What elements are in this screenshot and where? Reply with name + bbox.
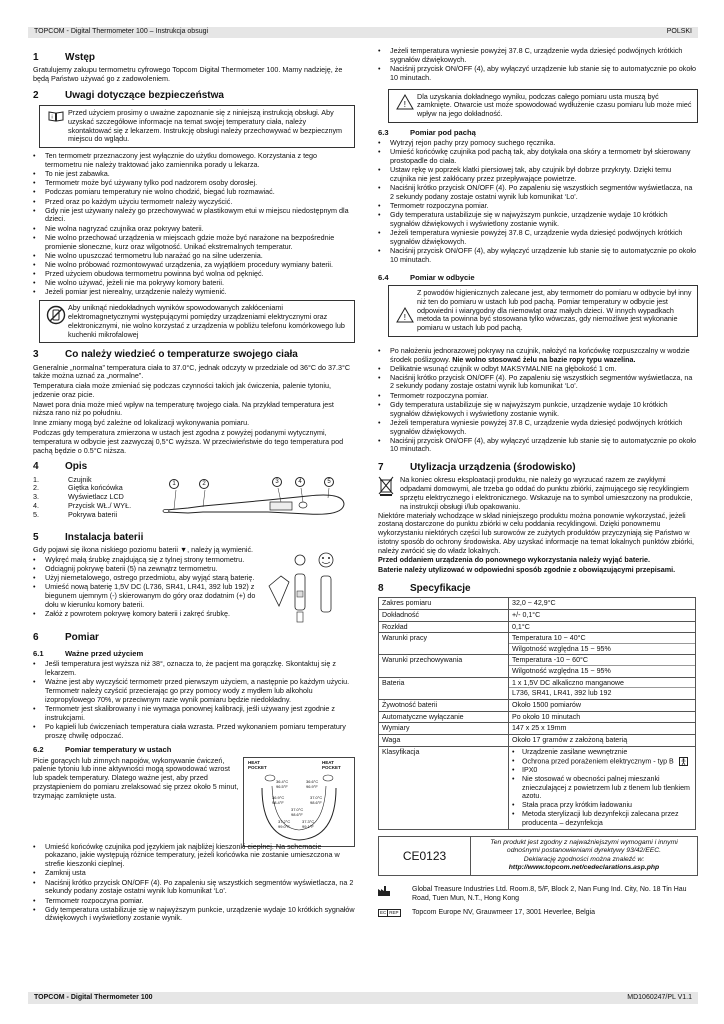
- spec-value: Około 17 gramów z założoną baterią: [509, 734, 696, 746]
- section-6-4-heading: 6.4 Pomiar w odbycie: [378, 272, 475, 282]
- footer-product: TOPCOM - Digital Thermometer 100: [34, 993, 153, 1001]
- list-item: 4. Przycisk WŁ./ WYŁ.: [33, 500, 132, 510]
- temp-label: 36.6°C 96.9°F: [306, 778, 319, 789]
- spec-key: Żywotność baterii: [379, 700, 509, 712]
- oral-intro: Picie gorących lub zimnych napojów, wykonywanie ćwiczeń, palenie tytoniu lub inne aktywności mogą spowodować wzrost lub spadek temperatury. Dlatego ważne jest, aby przed przystąpieniem do pomiaru zrelaksować się przez około 5 minut, trzymając zamknięte usta.: [33, 755, 239, 800]
- table-row: [379, 700, 696, 712]
- list-item: 3. Wyświetlacz LCD: [33, 492, 124, 502]
- list-item: • Przed oraz po każdym użyciu termometr należy wyczyścić.: [33, 198, 355, 207]
- table-row: [379, 723, 696, 735]
- section-6-3-heading: 6.3 Pomiar pod pachą: [378, 127, 476, 137]
- list-item: • Wytrzyj rejon pachy przy pomocy suchego ręcznika.: [378, 139, 698, 148]
- list-item: • Ustaw rękę w poprzek klatki piersiowej tak, aby czujnik był dobrze przykryty. Dzięki temu czujnika nie jest zakłócany przez przepływające powietrze.: [378, 166, 698, 184]
- manual-notice-text: Przed użyciem prosimy o uważne zapoznanie się z niniejszą instrukcją obsługi. Aby uzyskać szczegółowe informacje na temat swojej temperatury ciała, należy skontaktować się z lekarzem. Instrukcję obsługi należy przechowywać w bezpiecznym miejscu do wglądu.: [68, 107, 343, 144]
- thermometer-diagram: [158, 476, 348, 526]
- list-item: • Naciśnij krótko przycisk ON/OFF (4). Po zapaleniu się wszystkich segmentów wyświetlacza, na 2 sekundy podany zostaje ostatni wynik lub komunikat ‘Lo’.: [378, 374, 698, 392]
- list-item: • Jeżeli temperatura wyniesie powyżej 37.8 C, urządzenie wyda dziesięć podwójnych krótkich sygnałów dźwiękowych.: [378, 47, 698, 65]
- table-row: [379, 677, 696, 699]
- parts-list: [33, 476, 158, 526]
- list-item: • Umieść nową baterię 1,5V DC (L736, SR41, LR41, 392 lub 192) z biegunem ujemnym (-) skierowanym do góry oraz dodatnim (+) do dołu w kierunku komory baterii.: [33, 583, 261, 609]
- mouth-temperature-diagram: [243, 757, 355, 847]
- heat-pocket-label-right: HEAT POCKET: [322, 759, 341, 771]
- spec-key: Dokładność: [379, 609, 509, 621]
- list-item: 2. Giętka końcówka: [33, 483, 123, 493]
- crossed-bin-icon: [378, 476, 400, 511]
- list-item: • Naciśnij przycisk ON/OFF (4), aby wyłączyć urządzenie lub stanie się to automatycznie po około 10 minutach.: [378, 247, 698, 265]
- list-item: • Stała praca przy krótkim ładowaniu: [512, 801, 692, 810]
- list-item: • Nie wolna nagryzać czujnika oraz pokrywy baterii.: [33, 225, 355, 234]
- right-column: [378, 46, 698, 918]
- conformity-box: [378, 836, 698, 876]
- list-item: • Załóż z powrotem pokrywę komory baterii i zakręć śrubkę.: [33, 610, 261, 619]
- ce-mark: CE0123: [379, 837, 471, 875]
- list-item: • Gdy temperatura ustabilizuje się w najwyższym punkcie, urządzenie wydaje 10 krótkich sygnałów dźwiękowych i wyświetlony zostanie wynik.: [33, 906, 355, 924]
- spec-key: Warunki przechowywania: [379, 655, 509, 677]
- callout-1: 1: [169, 479, 179, 489]
- closed-mouth-warning-text: Dla uzyskania dokładnego wyniku, podczas całego pomiaru usta muszą być zamknięte. Otwarcie ust może spowodować wydłużenie czasu pomiaru lub może mieć wpływ na jego dokładność.: [417, 91, 692, 119]
- interference-notice-text: Aby uniknąć niedokładnych wyników spowodowanych zakłóceniami elektromagnetycznymi występującymi pomiędzy urządzeniami elektrycznymi oraz elektronicznymi, nie wolno korzystać z urządzenia w pobliżu telefonu komórkowego lub kuchenki mikrofalowej: [68, 303, 345, 339]
- declaration-url: http://www.topcom.net/cedeclarations.asp.php: [508, 863, 660, 871]
- factory-icon: [378, 886, 412, 903]
- list-item: • To nie jest zabawka.: [33, 170, 355, 179]
- table-row: [379, 633, 696, 655]
- section-3-heading: 3 Co należy wiedzieć o temperaturze swojego ciała: [33, 349, 298, 361]
- list-item: 1. Czujnik: [33, 474, 92, 484]
- list-item: • Termometr jest skalibrowany i nie wymaga ponownej kalibracji, jeśli używany jest zgodnie z instrukcjami.: [33, 705, 355, 723]
- spec-value: 1 x 1,5V DC alkaliczno manganowe L736, SR41, LR41, 392 lub 192: [509, 677, 696, 699]
- classification-list: [512, 748, 692, 828]
- list-item: • Jeżeli temperatura wyniesie powyżej 37.8 C, urządzenie wyda dziesięć podwójnych krótkich sygnałów dźwiękowych.: [378, 229, 698, 247]
- manufacturer-address: Global Treasure Industries Ltd. Room.8, 5/F, Block 2, Nan Fung Ind. City, No. 18 Tin Hau Road, Tuen Mun, N.T., Hong Kong: [412, 886, 687, 902]
- svg-text:!: !: [403, 313, 406, 323]
- section-5-heading: 5 Instalacja baterii: [33, 531, 144, 543]
- section-1-heading: 1 Wstęp: [33, 52, 95, 63]
- list-item: • Ten termometr przeznaczony jest wyłącznie do użytku domowego. Korzystania z tego termometru nie należy traktować jako zamiennika porady u lekarza.: [33, 152, 355, 170]
- rectal-warning-box: [388, 285, 698, 337]
- recycling-text: Niektóre materiały wchodzące w skład niniejszego produktu można ponownie wykorzystać, jeżeli zostaną dostarczone do punktu zbiórki w celu poddania recyklingowi. Dzięki ponownemu wykorzystaniu niektórych części lub surowców ze zużytych produktów przyczyniają się Państwo w istotny sposób do ochrony środowiska. Aby uzyskać informacje na temat lokalnych punktów zbiórki, należy zwrócić się do władz lokalnych.: [378, 510, 695, 555]
- table-row: [379, 746, 696, 829]
- specifications-table: [378, 597, 696, 830]
- table-row: [379, 655, 696, 677]
- list-item: • Delikatnie wsunąć czujnik w odbyt MAKSYMALNIE na głębokość 1 cm.: [378, 365, 698, 374]
- spec-key: Wymiary: [379, 723, 509, 735]
- battery-section: [33, 546, 355, 626]
- heat-pocket-label-left: HEAT POCKET: [248, 759, 267, 771]
- callout-3: 3: [272, 477, 282, 487]
- list-item: • Umieść końcówkę czujnika pod pachą tak, aby dotykała ona skóry a termometr był skierowany prostopadle do ciała.: [378, 148, 698, 166]
- battery-instructions: [33, 546, 261, 626]
- list-item: • Jeżeli pomiar jest nierealny, urządzenie należy wymienić.: [33, 288, 355, 297]
- spec-value: 0,1°C: [509, 621, 696, 633]
- spec-value: Temperatura -10 ~ 60°C Wilgotność względna 15 ~ 95%: [509, 655, 696, 677]
- eu-representative: [378, 909, 698, 918]
- temp-label: 37.0°C 98.6°F: [310, 794, 323, 805]
- spec-key: Warunki pracy: [379, 633, 509, 655]
- section-6-1-heading: 6.1 Ważne przed użyciem: [33, 648, 144, 658]
- armpit-steps: [378, 139, 698, 265]
- spec-value: [509, 746, 696, 829]
- closed-mouth-warning-box: [388, 89, 698, 123]
- list-item: • Ochrona przed porażeniem elektrycznym - typ B: [512, 757, 692, 766]
- list-item: • Odciągnij pokrywę baterii (5) na zewnątrz termometru.: [33, 565, 261, 574]
- oral-section: [33, 757, 355, 847]
- temp-label: 37.0°C 98.6°F: [291, 806, 304, 817]
- disposal-notice: [378, 476, 698, 511]
- list-item: • Termometr rozpoczyna pomiar.: [378, 202, 698, 211]
- header-title: TOPCOM - Digital Thermometer 100 – Instrukcja obsugi: [34, 28, 209, 36]
- list-item: • Gdy temperatura ustabilizuje się w najwyższym punkcie, urządzenie wydaje 10 krótkich sygnałów dźwiękowych i wyświetlony zostanie wynik.: [378, 401, 698, 419]
- list-item: • Wykręć małą śrubkę znajdującą się z tylnej strony termometru.: [33, 556, 261, 565]
- section-6-2-heading: 6.2 Pomiar temperatury w ustach: [33, 745, 172, 755]
- no-phone-icon: [44, 304, 68, 339]
- table-row: [379, 609, 696, 621]
- callout-2: 2: [199, 479, 209, 489]
- header-language: POLSKI: [666, 28, 692, 36]
- spec-value: +/- 0,1°C: [509, 609, 696, 621]
- temp-para-1: Generalnie „normalna” temperatura ciała to 37.0°C, jednak odczyty w przedziale od 36°C do 37.3°C także można uznać za „normalne”.: [33, 362, 351, 381]
- page-header: [28, 27, 698, 38]
- list-item: • Naciśnij przycisk ON/OFF (4), aby wyłączyć urządzenie lub stanie się to automatycznie po około 10 minutach.: [378, 65, 698, 83]
- table-row: [379, 734, 696, 746]
- list-item: • Naciśnij krótko przycisk ON/OFF (4). Po zapaleniu się wszystkich segmentów wyświetlacza, na 2 sekundy podany zostaje ostatni wynik lub komunikat ‘Lo’.: [378, 184, 698, 202]
- parts-description: [33, 476, 355, 526]
- manual-notice-box: [39, 105, 355, 148]
- manufacturer: [378, 886, 698, 903]
- table-row: [379, 711, 696, 723]
- list-item: • Naciśnij przycisk ON/OFF (4), aby wyłączyć urządzenie lub stanie się to automatycznie po około 10 minutach.: [378, 437, 698, 455]
- section-7-heading: 7 Utylizacja urządzenia (środowisko): [378, 462, 576, 474]
- temp-label: 37.3°C 99.1°F: [302, 818, 315, 829]
- spec-value: Około 1500 pomiarów: [509, 700, 696, 712]
- list-item: • Nie wolno upuszczać termometru lub narażać go na silne uderzenia.: [33, 252, 355, 261]
- list-item: • Ważne jest aby wyczyścić termometr przed pierwszym użyciem, a następnie po każdym użyciu. Termometr należy czyścić przecierając go przy pomocy wody z mydłem lub alkoholu izopropylowego 70%, w przeciwnym razie wynik pomiaru będzie niedokładny.: [33, 678, 355, 704]
- list-item: • Zamknij usta: [33, 869, 355, 878]
- list-item: • Gdy temperatura ustabilizuje się w najwyższym punkcie, urządzenie wydaje 10 krótkich sygnałów dźwiękowych i wyświetlony zostanie wynik.: [378, 211, 698, 229]
- oral-steps: [33, 843, 355, 924]
- footer-doc-code: MD1060247/PL V1.1: [627, 993, 692, 1001]
- rectal-steps: [378, 347, 698, 365]
- spec-key: Rozkład: [379, 621, 509, 633]
- interference-notice-box: [39, 300, 355, 343]
- list-item: • Przed użyciem obudowa termometru powinna być wolna od pęknięć.: [33, 270, 355, 279]
- list-item: • Jeśli temperatura jest wyższa niż 38°, oznacza to, że pacjent ma gorączkę. Skontaktuj się z lekarzem.: [33, 660, 355, 678]
- list-item: • Po kąpieli lub ćwiczeniach temperatura ciała wzrasta. Przed wykonaniem pomiaru temperatury proszę chwilę odpoczać.: [33, 723, 355, 741]
- svg-text:i: i: [51, 114, 53, 121]
- book-icon: [44, 109, 68, 144]
- safety-list: [33, 152, 355, 297]
- spec-value: 32,0 ~ 42,9°C: [509, 598, 696, 610]
- list-item: • Termometr rozpoczyna pomiar.: [378, 392, 698, 401]
- temp-para-2: Temperatura ciała może zmieniać się podczas czynności takich jak ćwiczenia, palenie tytoniu, jedzenie oraz picie.: [33, 381, 332, 399]
- section-4-heading: 4 Opis: [33, 461, 88, 473]
- thermometer-drawing: [158, 476, 348, 526]
- list-item: • Jeżeli temperatura wyniesie powyżej 37.8 C, urządzenie wyda dziesięć podwójnych krótkich sygnałów dźwiękowych.: [378, 419, 698, 437]
- list-item: • Po nałożeniu jednorazowej pokrywy na czujnik, nałożyć na końcówkę rozpuszczalny w wodzie środek poślizgowy. Nie wolno stosować żelu na bazie ropy typu wazelina.: [378, 347, 698, 365]
- warning-icon: [393, 93, 417, 119]
- temp-para-5: Inne zmiany mogą być zależne od lokalizacji wykonywania pomiaru.: [33, 418, 250, 428]
- list-item: • Urządzenie zasilane wewnętrznie: [512, 748, 692, 757]
- temp-label: 36.9°C 98.4°F: [272, 794, 285, 805]
- warning-icon: [393, 289, 417, 333]
- before-use-list: [33, 660, 355, 740]
- conformity-text: Ten produkt jest zgodny z najważniejszymi wymogami i innymi odnośnymi postanowieniami dyrektywy 93/42/EEC. Deklarację zgodności można znaleźć w: http://www.topcom.net/cedeclarations.asp.php: [471, 837, 697, 875]
- list-item: • Użyj niemetalowego, ostrego przedmiotu, aby wyjąć starą baterię.: [33, 574, 261, 583]
- spec-key: Klasyfikacja: [379, 746, 509, 829]
- spec-key: Zakres pomiaru: [379, 598, 509, 610]
- list-item: • Podczas pomiaru temperatury nie wolno chodzić, biegać lub rozmawiać.: [33, 188, 355, 197]
- left-column: [33, 46, 355, 926]
- battery-steps: [33, 556, 261, 619]
- list-item: • IPX0: [512, 766, 692, 775]
- temp-label: 37.2°C 99.0°F: [278, 818, 291, 829]
- callout-4: 4: [295, 477, 305, 487]
- list-item: • Nie wolno próbować rozmontowywać urządzenia, za wyjątkiem procedury wymiany baterii.: [33, 261, 355, 270]
- remove-batteries-text: Przed oddaniem urządzenia do ponownego wykorzystania należy wyjąć baterie.: [378, 555, 650, 565]
- battery-diagram: [261, 546, 353, 626]
- ec-rep-icon: EC REP: [380, 910, 399, 916]
- spec-key: Waga: [379, 734, 509, 746]
- list-item: • Termometr rozpoczyna pomiar.: [33, 897, 355, 906]
- page-footer: [28, 992, 698, 1004]
- table-row: [379, 621, 696, 633]
- temp-para-4: Nawet pora dnia może mieć wpływ na temperaturę twojego ciała. Na przykład temperatura jest niższa rano niż po południu.: [33, 399, 334, 418]
- list-item: • Nie wolno przechować urządzenia w miejscach gdzie może być narażone na bezpośrednie promienie słoneczne, kurz oraz wilgotność. Unikać ekstremalnych temperatur.: [33, 234, 355, 252]
- list-item: • Termometr może być używany tylko pod nadzorem osoby dorosłej.: [33, 179, 355, 188]
- list-item: • Nie wolno używać, jeżeli nie ma pokrywy komory baterii.: [33, 279, 355, 288]
- battery-intro: Gdy pojawi się ikona niskiego poziomu baterii ▼, należy ją wymienić.: [33, 544, 254, 554]
- disposal-notice-text: Na koniec okresu eksploatacji produktu, nie należy go wyrzucać razem ze zwykłymi odpadami domowymi, ale trzeba go oddać do punktu zbiórki, zajmującego się recyklingiem sprzętu elektrycznego i elektronicznego. Wskazuje na to symbol umieszczony na produkcie, na instrukcji obsługi i/lub opakowaniu.: [400, 475, 693, 511]
- section-6-heading: 6 Pomiar: [33, 631, 99, 643]
- rectal-warning-text: Z powodów higienicznych zalecane jest, aby termometr do pomiaru w odbycie był inny niż ten do pomiaru w ustach lub pod pachą. Pomiar temperatury w odbycie jest odpowiedni i wiarygodny dla niemowląt oraz małych dzieci. W innych wypadkach metoda ta powinna być stosowana tylko wówczas, gdy niemożliwe jest wykonanie pomiaru w ustach lub pod pachą.: [417, 288, 692, 333]
- representative-address: Topcom Europe NV, Grauwmeer 17, 3001 Heverlee, Belgia: [412, 909, 596, 917]
- oral-steps-continued: [378, 47, 698, 83]
- spec-value: Temperatura 10 ~ 40°C Wilgotność względna 15 ~ 95%: [509, 633, 696, 655]
- spec-key: Automatyczne wyłączanie: [379, 711, 509, 723]
- list-item: • Naciśnij krótko przycisk ON/OFF (4). Po zapaleniu się wszystkich segmentów wyświetlacza, na 2 sekundy podany zostaje ostatni wynik lub komunikat ‘Lo’.: [33, 879, 355, 897]
- svg-text:!: !: [403, 99, 406, 109]
- list-item: • Umieść końcówkę czujnika pod językiem jak najbliżej kieszonki cieplnej. Na schemacie pokazano, jakie występują różnice temperatury, jeżeli końcówka nie zostanie umieszczona w strefie kieszonki cieplnej.: [33, 843, 355, 869]
- callout-5: 5: [324, 477, 334, 487]
- list-item: • Gdy nie jest używany należy go przechowywać w plastikowym etui w miejscu niedostępnym dla dzieci.: [33, 207, 355, 225]
- rectal-steps-more: [378, 365, 698, 455]
- spec-key: Bateria: [379, 677, 509, 699]
- battery-disposal-text: Baterie należy utylizować w odpowiedni sposób zgodnie z obowiązującymi przepisami.: [378, 565, 676, 575]
- section-8-heading: 8 Specyfikacje: [378, 583, 471, 595]
- list-item: 5. Pokrywa baterii: [33, 509, 118, 519]
- temp-para-6: Podczas gdy temperatura zmierzona w ustach jest zgodna z powyżej podanymi wytycznymi, temperatura w odbycie jest zazwyczaj 0,5°C wyższa. W przeciwieństwie do tego temperatura pod pachą będzie o 0.5°C niższa.: [33, 428, 344, 455]
- section-2-heading: 2 Uwagi dotyczące bezpieczeństwa: [33, 89, 224, 101]
- list-item: • Metoda sterylizacji lub dezynfekcji zalecana przez producenta – dezynfekcja: [512, 810, 692, 827]
- list-item: • Nie stosować w obecności palnej mieszanki znieczulającej z powietrzem lub z tlenem lub tlenkiem azotu.: [512, 775, 692, 801]
- temp-label: 36.4°C 96.5°F: [276, 778, 289, 789]
- table-row: [379, 598, 696, 610]
- spec-value: 147 x 25 x 19mm: [509, 723, 696, 735]
- type-b-icon: [679, 757, 688, 766]
- spec-value: Po około 10 minutach: [509, 711, 696, 723]
- intro-text: Gratulujemy zakupu termometru cyfrowego Topcom Digital Thermometer 100. Mamy nadzieję, że będą Państwo używać go z zadowoleniem.: [33, 65, 343, 83]
